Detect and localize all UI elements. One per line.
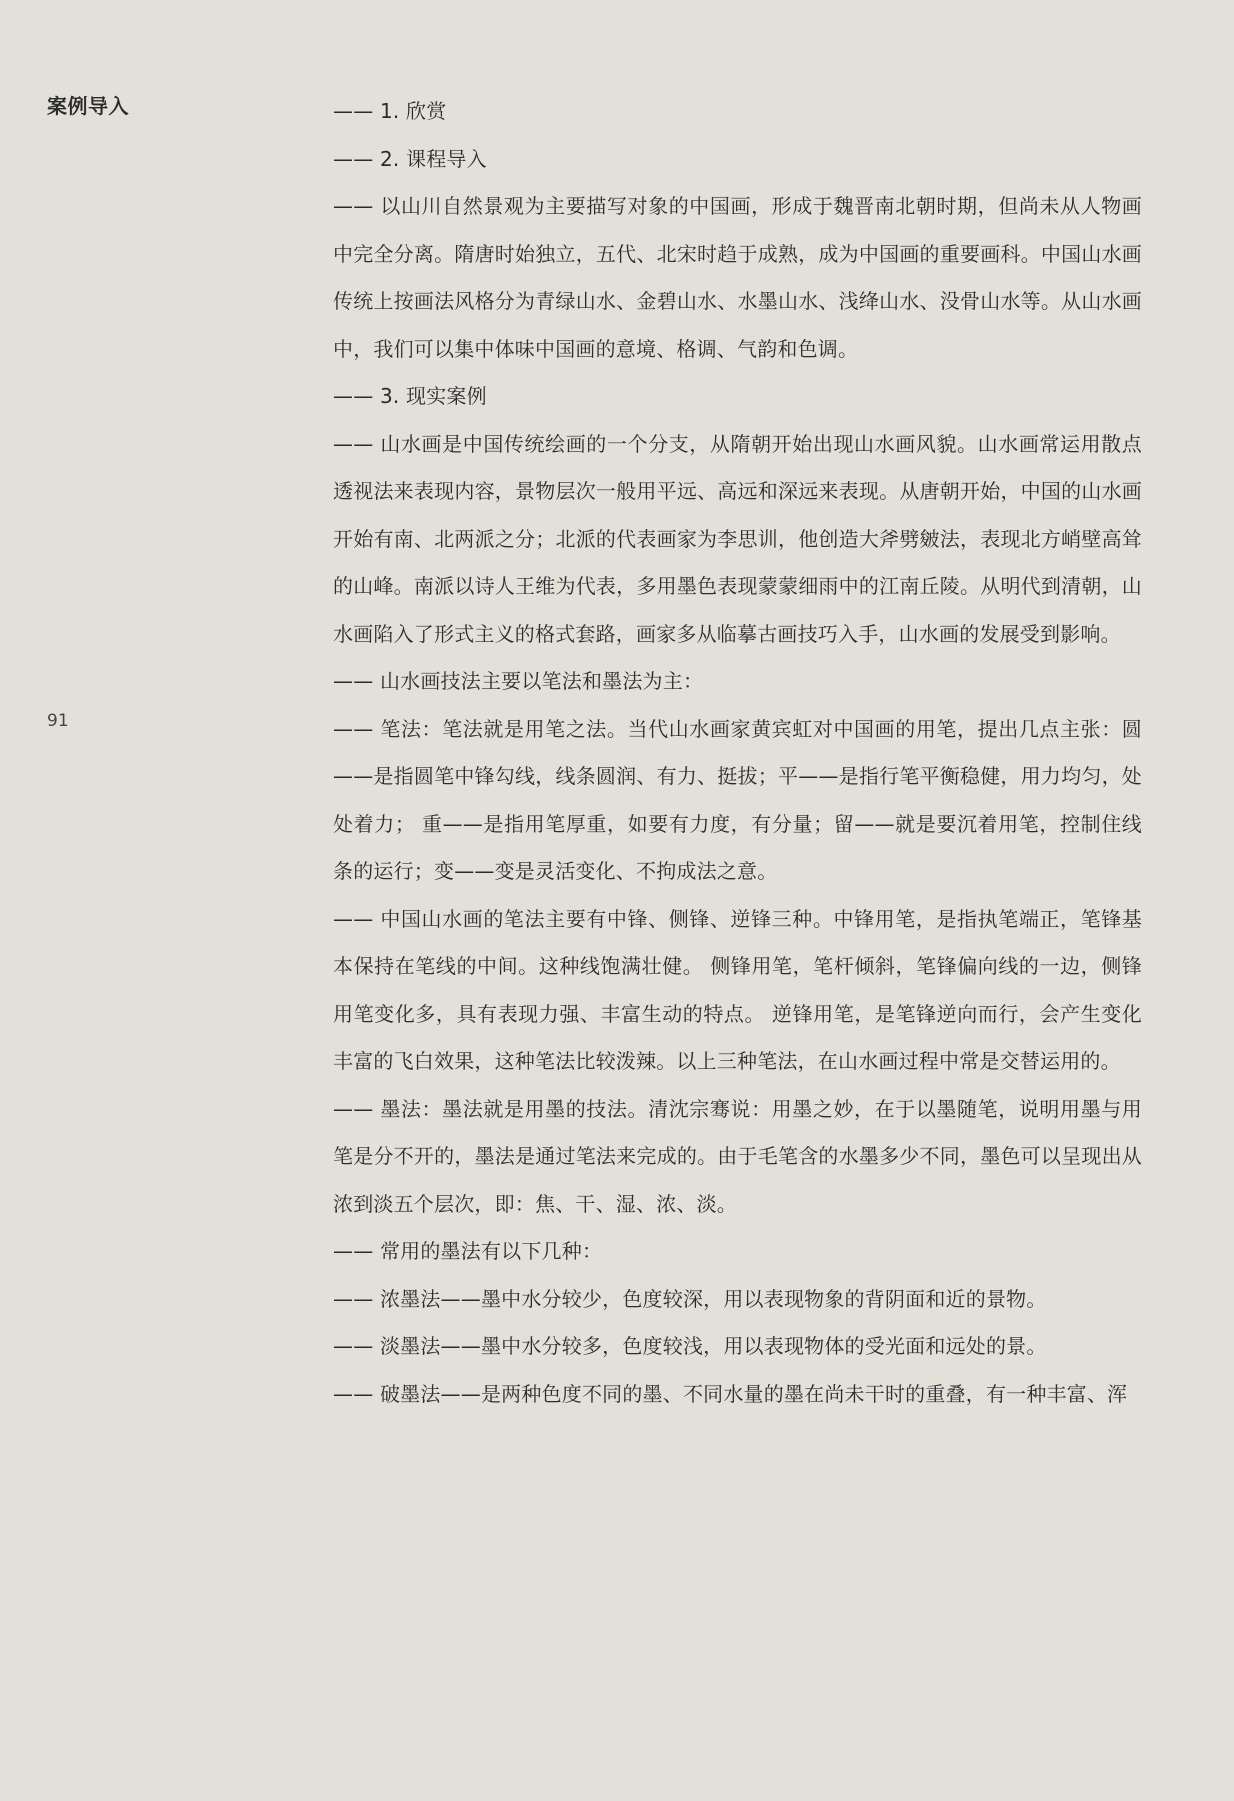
paragraph-broken-ink: —— 破墨法——是两种色度不同的墨、不同水量的墨在尚未干时的重叠，有一种丰富、浑 — [333, 1381, 1128, 1406]
paragraph-ink-method: —— 墨法：墨法就是用墨的技法。清沈宗骞说：用墨之妙，在于以墨随笔，说明用墨与用笔是分不开的，墨法是通过笔法来完成的。由于毛笔含的水墨多少不同，墨色可以呈现出从浓到淡五个层次，即：焦、干、湿、浓、淡。 — [333, 1096, 1142, 1216]
paragraph-landscape-history: —— 山水画是中国传统绘画的一个分支，从隋朝开始出现山水画风貌。山水画常运用散点透视法来表现内容，景物层次一般用平远、高远和深远来表现。从唐朝开始，中国的山水画开始有南、北两派之分；北派的代表画家为李思训，他创造大斧劈皴法，表现北方峭壁高耸的山峰。南派以诗人王维为代表，多用墨色表现蒙蒙细雨中的江南丘陵。从明代到清朝，山水画陷入了形式主义的格式套路，画家多从临摹古画技巧入手，山水画的发展受到影响。 — [333, 431, 1142, 646]
paragraph-real-case: —— 3. 现实案例 — [333, 384, 487, 408]
paragraph-course-intro: —— 2. 课程导入 — [333, 146, 487, 171]
page-number: 91 — [47, 711, 69, 731]
paragraph-brush-method: —— 笔法：笔法就是用笔之法。当代山水画家黄宾虹对中国画的用笔，提出几点主张：圆——是指圆笔中锋勾线，线条圆润、有力、挺拔；平——是指行笔平衡稳健，用力均匀，处处着力； 重——是指用笔厚重，如要有力度，有分量；留——就是要沉着用笔，控制住线条的运行；变——变是灵活变化、不拘成法之意。 — [333, 716, 1142, 883]
body-text — [333, 88, 1142, 1418]
paragraph-thick-ink: —— 浓墨法——墨中水分较少，色度较深，用以表现物象的背阴面和近的景物。 — [333, 1286, 1047, 1311]
paragraph-ink-list-intro: —— 常用的墨法有以下几种： — [333, 1239, 603, 1263]
paragraph-appreciation: —— 1. 欣赏 — [333, 99, 447, 123]
paragraph-light-ink: —— 淡墨法——墨中水分较多，色度较浅，用以表现物体的受光面和远处的景。 — [333, 1334, 1047, 1358]
section-title: 案例导入 — [47, 94, 129, 118]
paragraph-brush-types: —— 中国山水画的笔法主要有中锋、侧锋、逆锋三种。中锋用笔，是指执笔端正，笔锋基本保持在笔线的中间。这种线饱满壮健。 侧锋用笔，笔杆倾斜，笔锋偏向线的一边，侧锋用笔变化多，具有表现力强、丰富生动的特点。 逆锋用笔，是笔锋逆向而行，会产生变化丰富的飞白效果，这种笔法比较泼辣。以上三种笔法，在山水画过程中常是交替运用的。 — [333, 906, 1142, 1073]
paragraph-landscape-overview: —— 以山川自然景观为主要描写对象的中国画，形成于魏晋南北朝时期，但尚未从人物画中完全分离。隋唐时始独立，五代、北宋时趋于成熟，成为中国画的重要画科。中国山水画传统上按画法风格分为青绿山水、金碧山水、水墨山水、浅绛山水、没骨山水等。从山水画中，我们可以集中体味中国画的意境、格调、气韵和色调。 — [333, 194, 1142, 361]
paragraph-techniques: —— 山水画技法主要以笔法和墨法为主： — [333, 669, 704, 693]
